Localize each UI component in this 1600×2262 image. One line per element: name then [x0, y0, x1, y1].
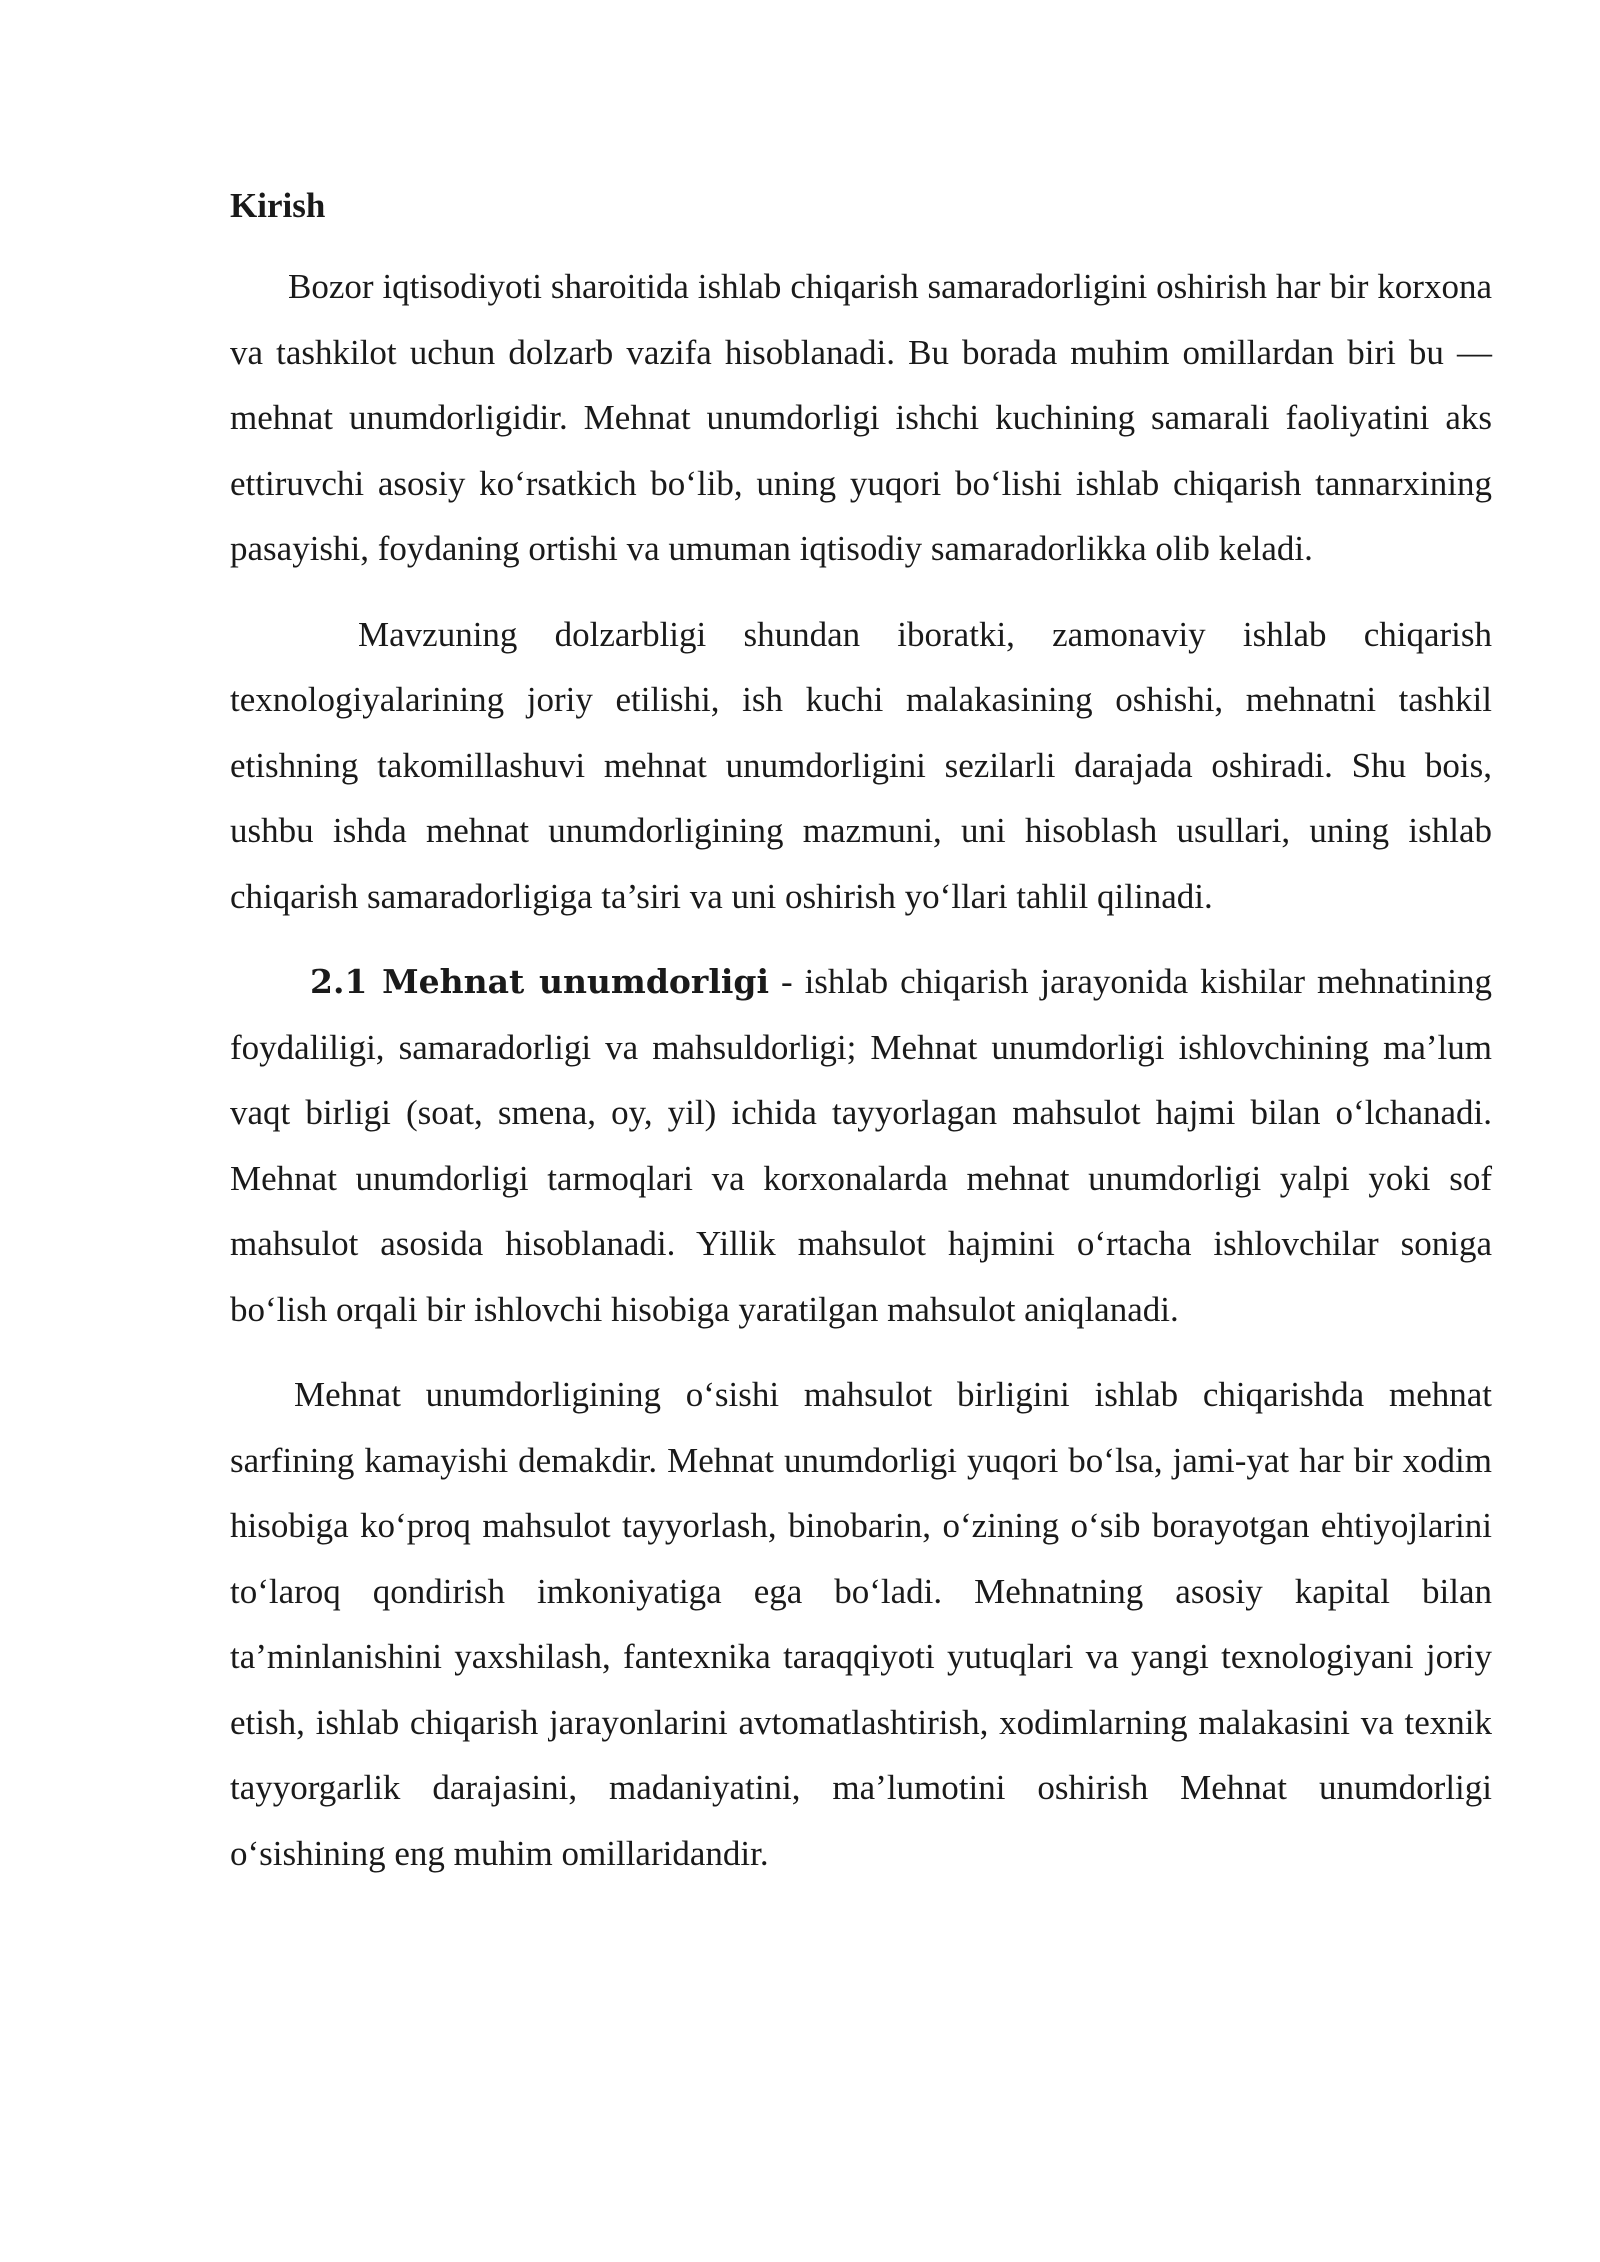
section-heading: Kirish [230, 186, 326, 225]
relevance-paragraph: Mavzuning dolzarbligi shundan iboratki, zamonaviy ishlab chiqarish texnologiyalarining joriy etilishi, ish kuchi malakasining oshishi, mehnatni tashkil etishning takomillashuvi mehnat unumdorligini sezilarli darajada oshiradi. Shu bois, ushbu ishda mehnat unumdorligining mazmuni, uni hisoblash usullari, uning ishlab chiqarish samaradorligiga ta’siri va uni oshirish yo‘llari tahlil qilinadi. [230, 614, 1492, 916]
definition-paragraph [230, 949, 1492, 1342]
intro-paragraph: Bozor iqtisodiyoti sharoitida ishlab chiqarish samaradorligini oshirish har bir korxona va tashkilot uchun dolzarb vazifa hisoblanadi. Bu borada muhim omillardan biri bu — mehnat unumdorligidir. Mehnat unumdorligi ishchi kuchining samarali faoliyatini aks ettiruvchi asosiy ko‘rsatkich bo‘lib, uning yuqori bo‘lishi ishlab chiqarish tannarxining pasayishi, foydaning ortishi va umuman iqtisodiy samaradorlikka olib keladi. [230, 267, 1492, 568]
growth-paragraph: Mehnat unumdorligining o‘sishi mahsulot birligini ishlab chiqarishda mehnat sarfining kamayishi demakdir. Mehnat unumdorligi yuqori bo‘lsa, jami-yat har bir xodim hisobiga ko‘proq mahsulot tayyorlash, binobarin, o‘zining o‘sib borayotgan ehtiyojlarini to‘laroq qondirish imkoniyatiga ega bo‘ladi. Mehnatning asosiy kapital bilan ta’minlanishini yaxshilash, fantexnika taraqqiyoti yutuqlari va yangi texnologiyani joriy etish, ishlab chiqarish jarayonlarini avtomatlashtirish, xodimlarning malakasini va texnik tayyorgarlik darajasini, madaniyatini, ma’lumotini oshirish Mehnat unumdorligi o‘sishining eng muhim omillaridandir. [230, 1375, 1492, 1873]
definition-term: 2.1 Mehnat unumdorligi [310, 962, 769, 1001]
document-page [230, 178, 1492, 1906]
definition-text: - ishlab chiqarish jarayonida kishilar mehnatining foydaliligi, samaradorligi va mahsuldorligi; Mehnat unumdorligi ishlovchining ma’lum vaqt birligi (soat, smena, oy, yil) ichida tayyorlagan mahsulot hajmi bilan o‘lchanadi. Mehnat unumdorligi tarmoqlari va korxonalarda mehnat unumdorligi yalpi yoki sof mahsulot asosida hisoblanadi. Yillik mahsulot hajmini o‘rtacha ishlovchilar soniga bo‘lish orqali bir ishlovchi hisobiga yaratilgan mahsulot aniqlanadi. [230, 962, 1492, 1329]
